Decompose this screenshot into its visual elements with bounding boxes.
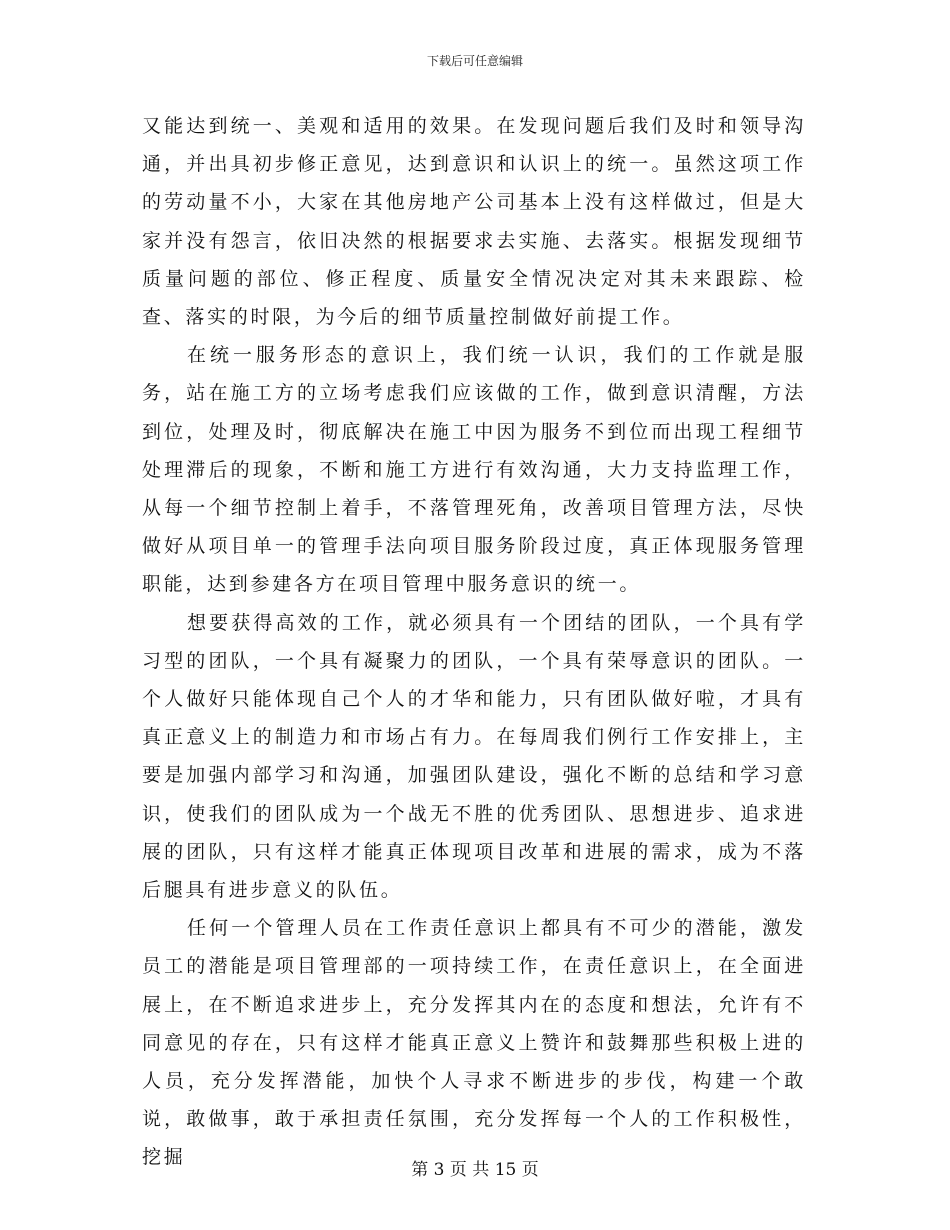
page-prefix: 第	[411, 1160, 429, 1180]
current-page-number: 3	[433, 1160, 445, 1180]
paragraph-2: 在统一服务形态的意识上，我们统一认识，我们的工作就是服务，站在施工方的立场考虑我们应该做的工作，做到意识清醒，方法到位，处理及时，彻底解决在施工中因为服务不到位而出现工程细节处理滞后的现象，不断和施工方进行有效沟通，大力支持监理工作，从每一个细节控制上着手，不落管理死角，改善项目管理方法，尽快做好从项目单一的管理手法向项目服务阶段过度，真正体现服务管理职能，达到参建各方在项目管理中服务意识的统一。	[142, 344, 806, 596]
paragraph-1: 又能达到统一、美观和适用的效果。在发现问题后我们及时和领导沟通，并出具初步修正意见，达到意识和认识上的统一。虽然这项工作的劳动量不小，大家在其他房地产公司基本上没有这样做过，但是大家并没有怨言，依旧决然的根据要求去实施、去落实。根据发现细节质量问题的部位、修正程度、质量安全情况决定对其未来跟踪、检查、落实的时限，为今后的细节质量控制做好前提工作。	[142, 115, 806, 329]
paragraph-4: 任何一个管理人员在工作责任意识上都具有不可少的潜能，激发员工的潜能是项目管理部的一项持续工作，在责任意识上，在全面进展上，在不断追求进步上，充分发挥其内在的态度和想法，允许有不同意见的存在，只有这样才能真正意义上赞许和鼓舞那些积极上进的人员，充分发挥潜能，加快个人寻求不断进步的步伐，构建一个敢说，敢做事，敢于承担责任氛围，充分发挥每一个人的工作积极性，挖掘	[142, 917, 806, 1169]
total-pages-number: 15	[494, 1160, 517, 1180]
page-mid-text: 页 共	[449, 1160, 490, 1180]
document-body	[142, 107, 806, 1177]
page-suffix: 页	[521, 1160, 539, 1180]
page-header-note: 下载后可任意编辑	[426, 54, 523, 68]
paragraph-3: 想要获得高效的工作，就必须具有一个团结的团队，一个具有学习型的团队，一个具有凝聚力的团队，一个具有荣辱意识的团队。一个人做好只能体现自己个人的才华和能力，只有团队做好啦，才具有真正意义上的制造力和市场占有力。在每周我们例行工作安排上，主要是加强内部学习和沟通，加强团队建设，强化不断的总结和学习意识，使我们的团队成为一个战无不胜的优秀团队、思想进步、追求进展的团队，只有这样才能真正体现项目改革和进展的需求，成为不落后腿具有进步意义的队伍。	[142, 611, 806, 902]
page-footer	[0, 1155, 950, 1180]
